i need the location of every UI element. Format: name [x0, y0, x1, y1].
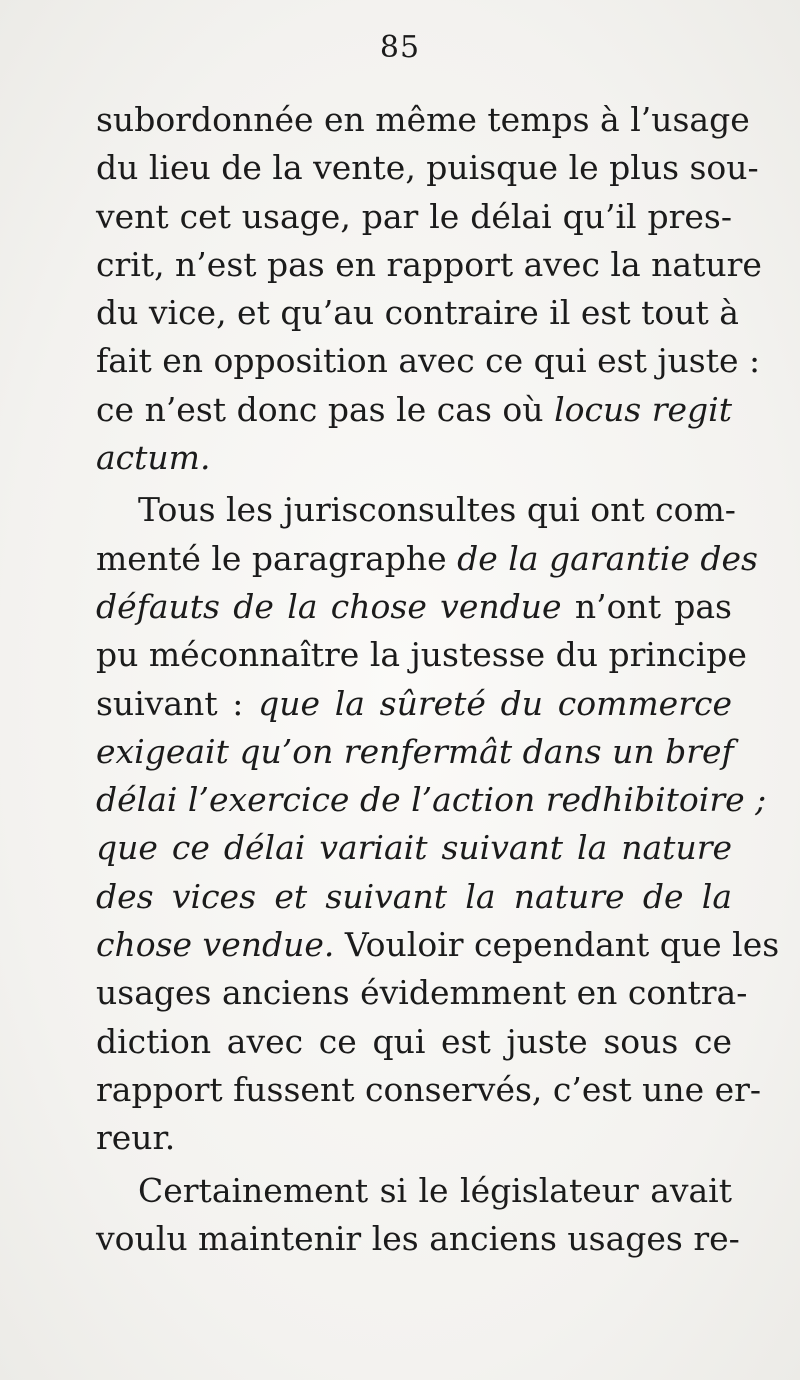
- text-line: [96, 776, 767, 824]
- page-number: 85: [379, 30, 421, 65]
- text-line: [96, 486, 736, 534]
- text-run: Tous les jurisconsultes qui ont com-: [138, 490, 736, 530]
- text-line: [96, 434, 732, 482]
- text-line: [96, 96, 750, 144]
- italic-text: de la garantie des: [457, 538, 758, 578]
- text-line: [96, 969, 748, 1017]
- text-run: ce n’est donc pas le cas où: [96, 389, 555, 429]
- text-line: [96, 680, 732, 728]
- text-run: du lieu de la vente, puisque le plus sou-: [96, 148, 759, 188]
- text-run: pu méconnaître la justesse du principe: [96, 635, 747, 675]
- paragraph: [96, 96, 762, 482]
- text-run: suivant :: [96, 683, 259, 723]
- text-line: [96, 921, 780, 969]
- paragraph: [96, 486, 780, 1162]
- text-line: [96, 386, 732, 434]
- text-run: crit, n’est pas en rapport avec la nature: [96, 244, 762, 284]
- text-line: [96, 873, 732, 921]
- text-line: [96, 1114, 732, 1162]
- italic-text: des vices et suivant la nature de la: [96, 876, 732, 916]
- text-run: Vouloir cependant que les: [334, 925, 780, 965]
- text-run: rapport fussent conservés, c’est une er-: [96, 1069, 762, 1109]
- text-run: voulu maintenir les anciens usages re-: [96, 1218, 740, 1258]
- text-line: [96, 1167, 732, 1215]
- text-run: subordonnée en même temps à l’usage: [96, 100, 750, 139]
- italic-text: défauts de la chose vendue: [96, 586, 562, 626]
- text-run: n’ont pas: [561, 586, 732, 626]
- text-line: [96, 1018, 732, 1066]
- text-run: reur.: [96, 1118, 176, 1158]
- text-run: menté le paragraphe: [96, 538, 458, 578]
- text-line: [96, 631, 747, 679]
- italic-text: exigeait qu’on renfermât dans un bref: [96, 731, 734, 771]
- text-line: [96, 337, 761, 385]
- italic-text: actum.: [96, 438, 211, 478]
- text-line: [96, 535, 758, 583]
- text-run: Certainement si le législateur avait: [138, 1170, 732, 1210]
- body-text: [96, 96, 780, 1263]
- text-line: [96, 1066, 762, 1114]
- text-run: du vice, et qu’au contraire il est tout à: [96, 293, 739, 333]
- text-run: usages anciens évidemment en contra-: [96, 973, 748, 1013]
- italic-text: locus regit: [554, 389, 732, 429]
- italic-text: que ce délai variait suivant la nature: [96, 828, 732, 868]
- italic-text: que la sûreté du commerce: [258, 683, 732, 723]
- paragraph: [96, 1167, 740, 1264]
- text-line: [96, 824, 732, 872]
- text-run: vent cet usage, par le délai qu’il pres-: [96, 196, 732, 236]
- italic-text: délai l’exercice de l’action redhibitoire ;: [96, 780, 767, 820]
- text-line: [96, 144, 759, 192]
- text-line: [96, 193, 732, 241]
- text-line: [96, 289, 739, 337]
- text-line: [96, 583, 732, 631]
- text-run: diction avec ce qui est juste sous ce: [96, 1021, 732, 1061]
- text-run: fait en opposition avec ce qui est juste :: [96, 341, 761, 381]
- italic-text: chose vendue.: [96, 925, 335, 965]
- text-line: [96, 1215, 740, 1263]
- text-line: [96, 241, 762, 289]
- text-line: [96, 728, 732, 776]
